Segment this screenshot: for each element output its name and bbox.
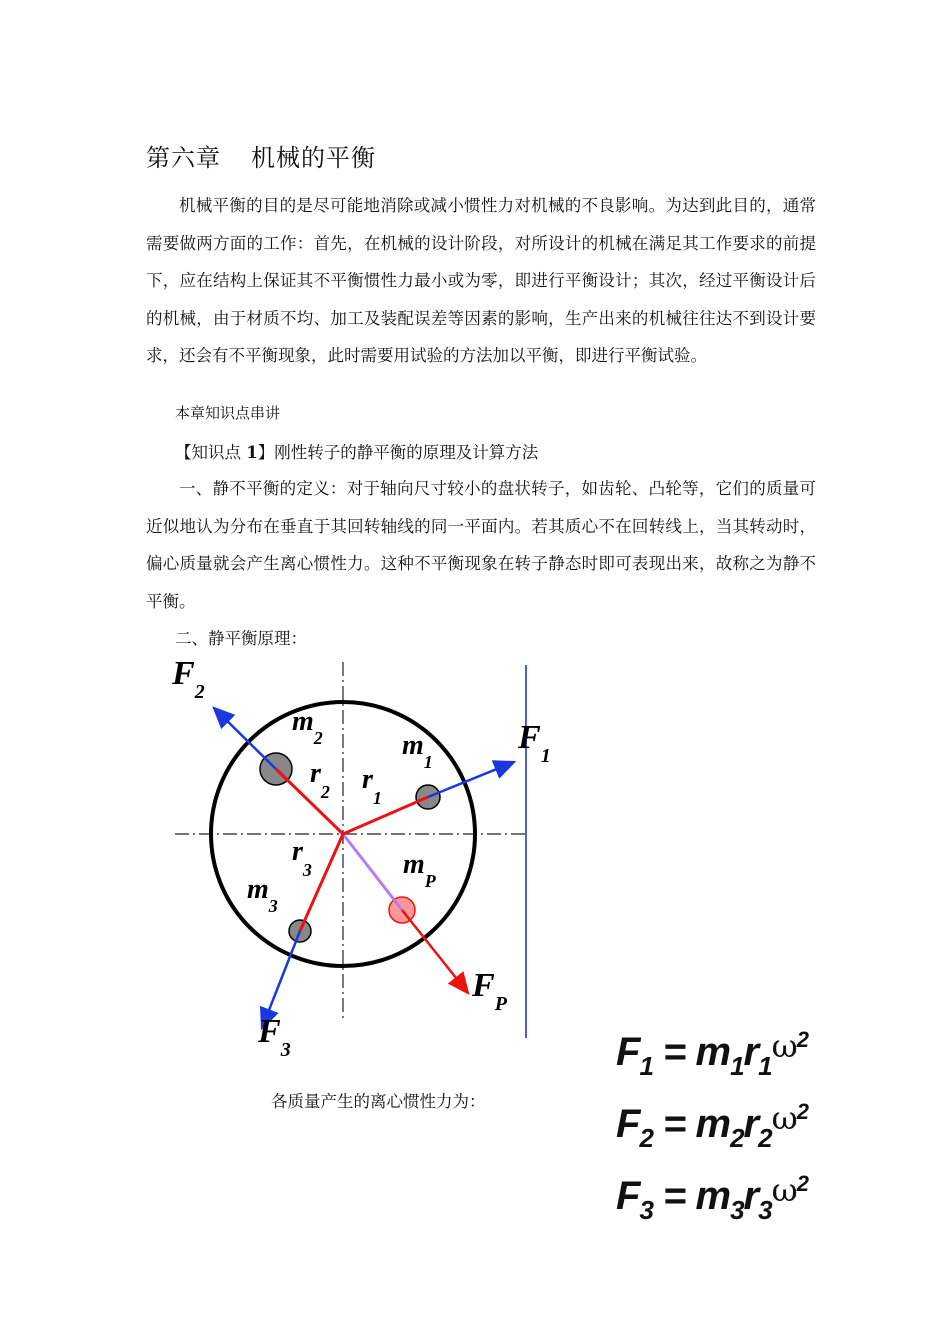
label-mP: $m_P$ [403,849,436,891]
chapter-title [146,138,376,173]
label-r3: $r_3$ [292,836,312,880]
chapter-number: 第六章 [146,144,221,172]
diagram-caption: 各质量产生的离心惯性力为： [271,1092,486,1111]
definition-paragraph: 一、静不平衡的定义：对于轴向尺寸较小的盘状转子，如齿轮、凸轮等，它们的质量可近似地认为分布在垂直于其回转轴线的同一平面内。若其质心不在回转线上，当其转动时，偏心质量就会产生离心惯性力。这种不平衡现象在转子静态时即可表现出来，故称之为静不平衡。 [146,479,816,611]
balance-radius-rp [343,834,402,910]
formula-f2: $F_2 = m_2r_2^{\omega 2}$ [616,1099,808,1153]
formula-f3: $F_3 = m_3r_3^{\omega 2}$ [616,1171,808,1225]
label-FP: $F_P$ [472,967,507,1015]
force-arrow-fp [402,910,468,993]
force-arrow-f2 [214,708,276,769]
label-m2: $m_2$ [292,706,323,748]
label-F3: $F_3$ [258,1013,291,1061]
intro-paragraph: 机械平衡的目的是尽可能地消除或减小惯性力对机械的不良影响。为达到此目的，通常需要做两方面的工作：首先，在机械的设计阶段，对所设计的机械在满足其工作要求的前提下，应在结构上保证其不平衡惯性力最小或为零，即进行平衡设计；其次，经过平衡设计后的机械，由于材质不均、加工及装配误差等因素的影响，生产出来的机械往往达不到设计要求，还会有不平衡现象，此时需要用试验的方法加以平衡，即进行平衡试验。 [146,196,816,365]
force-arrow-f1 [428,762,514,797]
label-m1: $m_1$ [402,730,433,772]
label-m3: $m_3$ [247,874,278,916]
static-balance-diagram [160,650,580,1070]
radius-r1 [343,797,428,834]
label-r1: $r_1$ [362,764,382,808]
label-F2: $F_2$ [172,655,205,703]
formula-f1: $F_1 = m_1r_1^{\omega 2}$ [616,1027,808,1081]
knowledge-point-number: 1 [246,443,258,462]
section-heading: 本章知识点串讲 [175,404,281,422]
chapter-name: 机械的平衡 [251,144,376,172]
label-F1: $F_1$ [518,719,551,767]
knowledge-point-title: 刚性转子的静平衡的原理及计算方法 [274,443,539,462]
principle-heading: 二、静平衡原理： [175,629,307,648]
radius-r3 [300,834,343,931]
label-r2: $r_2$ [310,758,330,802]
knowledge-point-heading: 【知识点 1】刚性转子的静平衡的原理及计算方法 [175,443,539,462]
